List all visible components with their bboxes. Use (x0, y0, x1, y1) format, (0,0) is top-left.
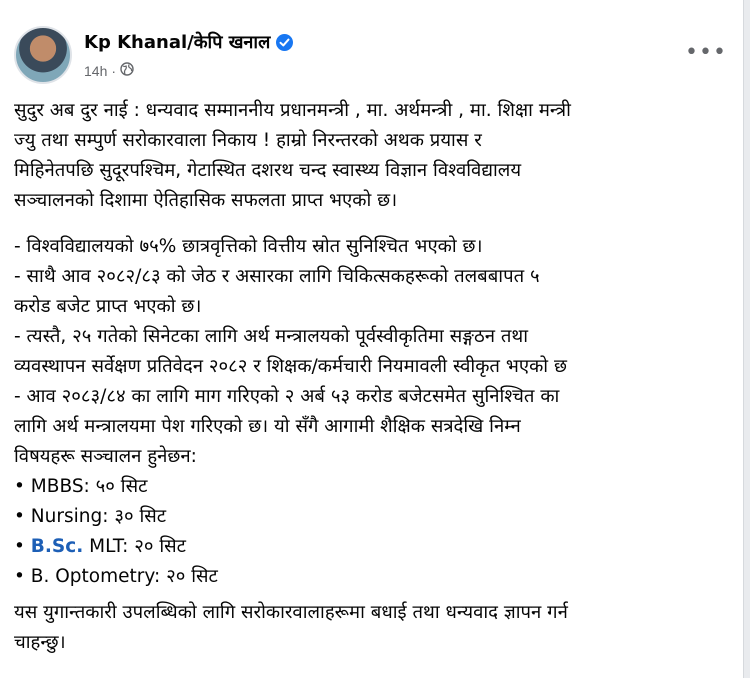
post-header (14, 20, 734, 90)
post-line: - आव २०८३/८४ का लागि माग गरिएको २ अर्ब ५३ करोड बजेटसमेत सुनिश्चित का (14, 386, 560, 407)
verified-badge-icon (276, 34, 293, 51)
globe-icon[interactable] (120, 62, 134, 79)
bullet-mbbs: • MBBS: ५० सिट (14, 476, 148, 497)
post-meta (84, 62, 134, 79)
post-line: - साथै आव २०८२/८३ को जेठ र असारका लागि चिकित्सकहरूको तलबबापत ५ (14, 266, 540, 287)
post-line: सुदुर अब दुर नाई : धन्यवाद सम्माननीय प्रधानमन्त्री , मा. अर्थमन्त्री , मा. शिक्षा मन्त्री (14, 100, 571, 121)
post-line: मिहिनेतपछि सुदूरपश्चिम, गेटास्थित दशरथ चन्द स्वास्थ्य विज्ञान विश्वविद्यालय (14, 160, 522, 181)
post-line: - त्यस्तै, २५ गतेको सिनेटका लागि अर्थ मन्त्रालयको पूर्वस्वीकृतिमा सङ्गठन तथा (14, 326, 528, 347)
meta-separator: · (111, 62, 117, 79)
more-options-icon[interactable]: ••• (685, 39, 727, 65)
post-line: व्यवस्थापन सर्वेक्षण प्रतिवेदन २०८२ र शिक्षक/कर्मचारी नियमावली स्वीकृत भएको छ (14, 356, 567, 377)
bullet-bsc-mlt (14, 532, 736, 562)
post-line: लागि अर्थ मन्त्रालयमा पेश गरिएको छ। यो सँगै आगामी शैक्षिक सत्रदेखि निम्न (14, 416, 521, 437)
post-line: चाहन्छु। (14, 632, 66, 653)
post-line: यस युगान्तकारी उपलब्धिको लागि सरोकारवालाहरूमा बधाई तथा धन्यवाद ज्ञापन गर्न (14, 602, 568, 623)
post-line: सञ्चालनको दिशामा ऐतिहासिक सफलता प्राप्त भएको छ। (14, 190, 398, 211)
post-line: - विश्वविद्यालयको ७५% छात्रवृत्तिको वित्तीय स्रोत सुनिश्चित भएको छ। (14, 236, 483, 257)
bullet-rest: MLT: २० सिट (83, 536, 186, 557)
bullet-nursing: • Nursing: ३० सिट (14, 506, 167, 527)
post-line: विषयहरू सञ्चालन हुनेछन: (14, 446, 197, 467)
post-body (14, 96, 736, 658)
bsc-hashtag-link[interactable]: B.Sc. (30, 536, 84, 557)
post-line: ज्यु तथा सम्पुर्ण सरोकारवाला निकाय ! हाम्रो निरन्तरको अथक प्रयास र (14, 130, 482, 151)
post-time[interactable]: 14h (84, 62, 108, 79)
author-name-row (84, 30, 293, 54)
author-avatar[interactable] (14, 26, 72, 84)
bullet-optometry: • B. Optometry: २० सिट (14, 566, 218, 587)
bullet-prefix: • (14, 536, 31, 557)
post-line: करोड बजेट प्राप्त भएको छ। (14, 296, 202, 317)
author-name[interactable]: Kp Khanal/केपि खनाल (84, 32, 271, 53)
